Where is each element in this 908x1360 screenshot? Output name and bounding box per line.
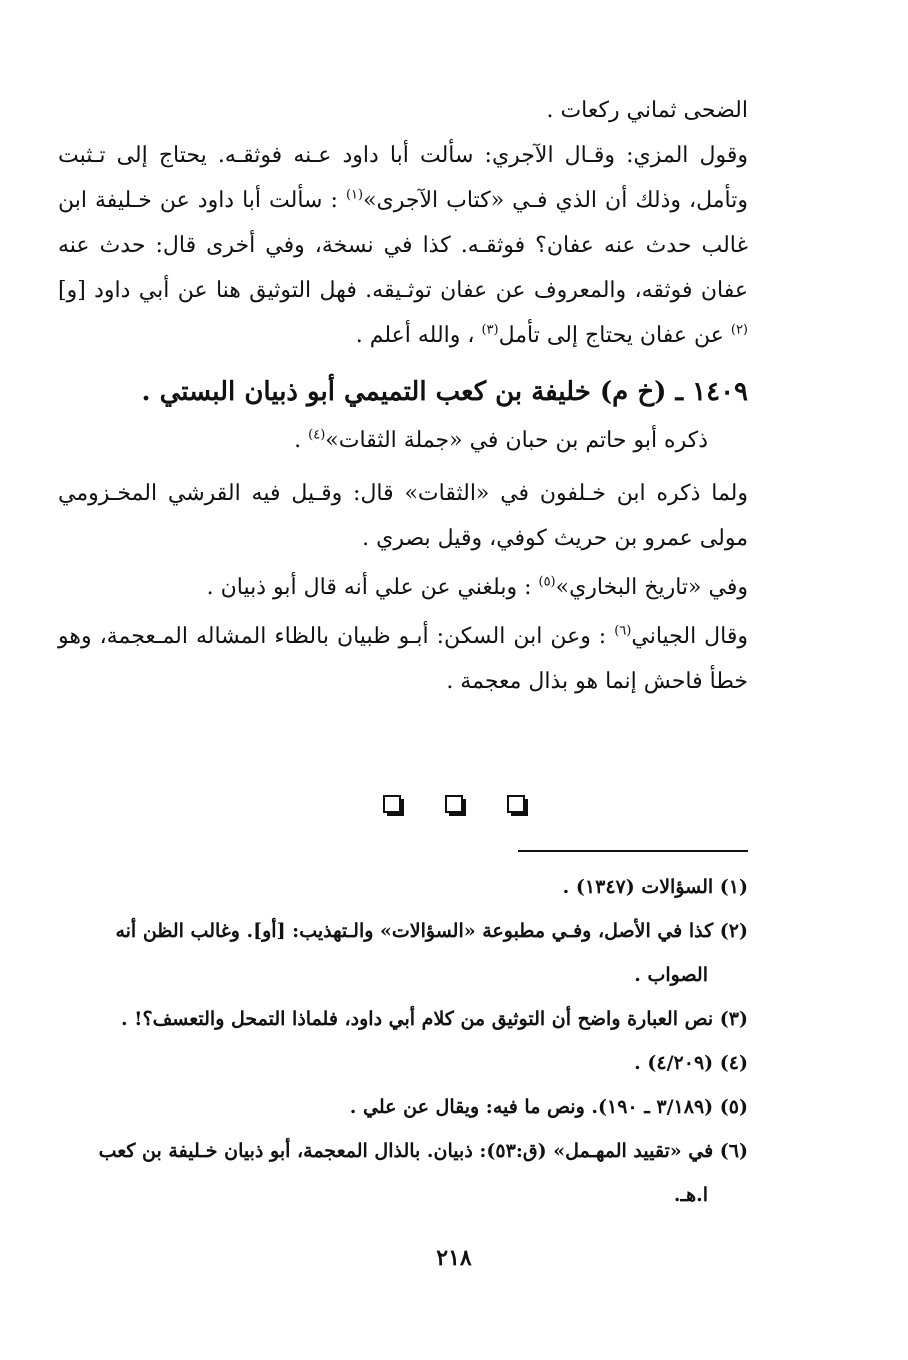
footnote-divider [518,850,748,852]
top-text-block [58,88,748,358]
entry-paragraph-3 [58,565,748,610]
paragraph-text: ذكره أبو حاتم بن حبان في «جملة الثقات» [325,428,708,453]
footnote-ref-6[interactable]: (٦) [614,623,632,639]
square-ornament-icon [505,793,527,815]
footnote-ref-2[interactable]: (٢) [730,322,748,338]
footnote-ref-3[interactable]: (٣) [481,322,499,338]
paragraph-text: : وعن ابن السكن: أبـو ظبيان بالظاء المشاله المـعجمة، وهو خطأ فاحش إنما هو بذال معجمة . [58,624,748,694]
footnote-ref-5[interactable]: (٥) [538,574,556,590]
paragraph-text: ، والله أعلم . [355,323,482,348]
paragraph-text: وقال الجياني [631,624,748,649]
paragraph-text: : سألت أبا داود عن خـليفة ابن غالب حدث عنه عفان؟ فوثقـه. كذا في نسخة، وفي أخرى قال: حدث عنه عفان فوثقه، والمعروف عن عفان توثـيقه. فهل التوثيق هنا عن أبي داود [و] [58,188,748,303]
square-ornament-icon [381,793,403,815]
entry-line-1 [58,418,748,463]
footnotes-block [58,865,748,1217]
paragraph-text: وفي «تاريخ البخاري» [555,575,748,600]
footnote-2: (٢) كذا في الأصل، وفـي مطبوعة «السؤالات» والـتهذيب: [أو]. وغالب الظن أنه [115,920,748,942]
footnote-6-continuation: ا.هـ. [673,1184,708,1206]
paragraph-text: وقول المزي: وقـال الآجري: سألت أبا داود عـنه فوثقـه. يحتاج إلى تـثبت وتأمل، وذلك أن الذي فـي «كتاب الآجرى» [58,143,748,213]
entry-body [58,418,748,704]
footnote-ref-4[interactable]: (٤) [308,427,326,443]
footnote-ref-1[interactable]: (١) [345,187,364,203]
square-ornament-icon [443,793,465,815]
footnote-1: (١) السؤالات (١٣٤٧) . [562,876,748,898]
footnote-2-continuation: الصواب . [634,964,708,986]
paragraph-text: : وبلغني عن علي أنه قال أبو ذبيان . [206,575,539,600]
paragraph-mizzi-quote [58,133,748,358]
page-number: ٢١٨ [436,1245,472,1271]
paragraph-text: ولما ذكره ابن خـلفون في «الثقات» قال: وقـيل فيه القرشي المخـزومي مولى عمرو بن حريث كوفي، وقيل بصري . [58,481,748,551]
section-separator [0,793,908,815]
footnote-5: (٥) (٣/١٨٩ ـ ١٩٠). ونص ما فيه: ويقال عن علي . [349,1096,748,1118]
entry-title: ١٤٠٩ ـ (خ م) خليفة بن كعب التميمي أبو ذبيان البستي . [141,377,748,407]
footnote-4: (٤) (٤/٢٠٩) . [634,1052,748,1074]
entry-paragraph-2 [58,471,748,561]
text-line-0: الضحى ثماني ركعات . [546,98,748,123]
text-line-continuation [58,88,748,133]
entry-paragraph-4 [58,614,748,704]
footnote-6: (٦) في «تقييد المهـمل» (ق:٥٣): ذبيان. بالذال المعجمة، أبو ذبيان خـليفة بن كعب [98,1140,748,1162]
paragraph-text: . [294,428,309,453]
entry-heading [58,370,748,414]
paragraph-text: عن عفان يحتاج إلى تأمل [498,323,731,348]
footnote-3: (٣) نص العبارة واضح أن التوثيق من كلام أبي داود، فلماذا التمحل والتعسف؟! . [120,1008,748,1030]
